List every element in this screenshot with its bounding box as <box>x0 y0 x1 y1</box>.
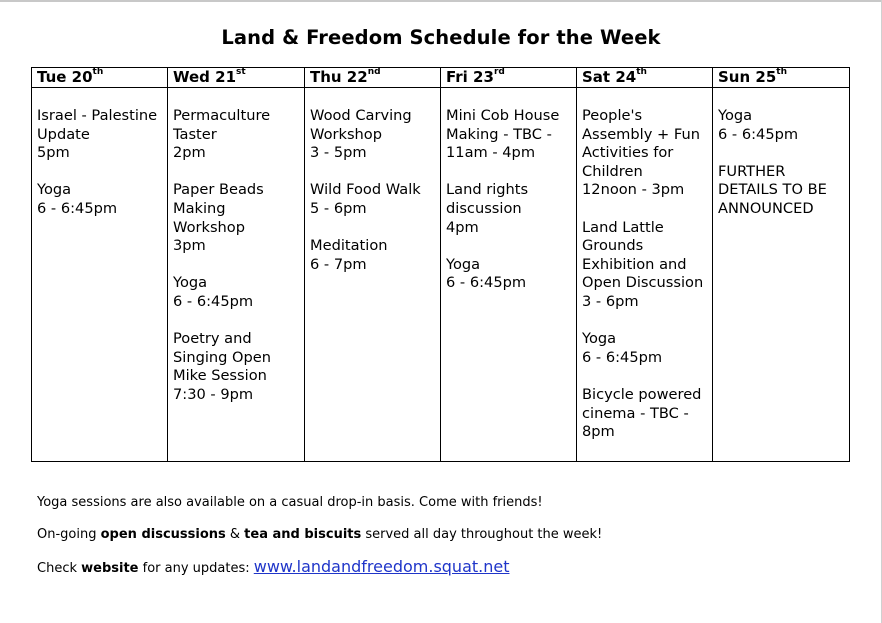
ongoing-note <box>37 526 602 543</box>
day-header <box>168 68 305 88</box>
event-entry: FURTHER DETAILS TO BE ANNOUNCED <box>718 162 827 217</box>
day-ordinal: th <box>92 67 104 77</box>
event-entry: Land rights discussion 4pm <box>446 181 529 236</box>
day-events-cell <box>577 88 713 462</box>
ongoing-mid: & <box>225 527 245 542</box>
events-row <box>32 88 850 462</box>
ongoing-bold-tea: tea and biscuits <box>244 527 362 542</box>
day-header <box>713 68 850 88</box>
event-entry: Mini Cob House Making - TBC - 11am - 4pm <box>446 107 560 162</box>
event-entry: Wild Food Walk 5 - 6pm <box>310 181 421 217</box>
event-entry: Paper Beads Making Workshop 3pm <box>173 181 264 255</box>
event-entry: Bicycle powered cinema - TBC - 8pm <box>582 385 702 441</box>
notes-section <box>37 494 602 592</box>
ongoing-bold-discussions: open discussions <box>100 527 226 542</box>
day-label: Fri 23 <box>446 68 494 86</box>
check-mid: for any updates: <box>138 561 254 576</box>
event-entry: People's Assembly + Fun Activities for Children 12noon - 3pm <box>582 107 700 199</box>
website-link[interactable]: www.landandfreedom.squat.net <box>253 557 510 576</box>
day-events-cell <box>32 88 168 462</box>
day-label: Tue 20 <box>37 68 93 86</box>
event-entry: Meditation 6 - 7pm <box>310 237 388 273</box>
event-entry: Yoga 6 - 6:45pm <box>718 107 799 143</box>
day-header <box>441 68 577 88</box>
day-events-cell <box>305 88 441 462</box>
day-ordinal: nd <box>367 67 381 77</box>
day-ordinal: st <box>236 67 246 77</box>
event-entry: Land Lattle Grounds Exhibition and Open Discussion 3 - 6pm <box>582 218 704 310</box>
day-events-cell <box>713 88 850 462</box>
event-entry: Yoga 6 - 6:45pm <box>582 330 663 366</box>
event-entry: Israel - Palestine Update 5pm <box>37 107 158 162</box>
day-header-row <box>32 68 850 88</box>
check-prefix: Check <box>37 561 82 576</box>
day-header <box>577 68 713 88</box>
event-entry: Permaculture Taster 2pm <box>173 107 271 162</box>
top-border <box>0 0 882 2</box>
day-label: Thu 22 <box>310 68 368 86</box>
day-ordinal: th <box>776 67 787 77</box>
day-label: Sun 25 <box>718 68 777 86</box>
ongoing-suffix: served all day throughout the week! <box>361 527 603 542</box>
page-title: Land & Freedom Schedule for the Week <box>221 26 661 49</box>
yoga-note: Yoga sessions are also available on a casual drop-in basis. Come with friends! <box>37 495 543 510</box>
day-label: Sat 24 <box>582 68 637 86</box>
event-entry: Yoga 6 - 6:45pm <box>446 255 527 292</box>
day-header <box>305 68 441 88</box>
ongoing-prefix: On-going <box>37 527 101 542</box>
event-entry: Wood Carving Workshop 3 - 5pm <box>310 107 412 162</box>
day-events-cell <box>441 88 577 462</box>
schedule-table <box>31 67 850 462</box>
check-note <box>37 558 602 577</box>
day-events-cell <box>168 88 305 462</box>
check-bold-website: website <box>81 561 139 576</box>
event-entry: Poetry and Singing Open Mike Session 7:30 - 9pm <box>173 330 272 403</box>
event-entry: Yoga 6 - 6:45pm <box>37 181 118 217</box>
day-header <box>32 68 168 88</box>
day-ordinal: th <box>636 67 647 77</box>
event-entry: Yoga 6 - 6:45pm <box>173 274 254 310</box>
day-label: Wed 21 <box>173 68 237 86</box>
day-ordinal: rd <box>493 67 505 77</box>
